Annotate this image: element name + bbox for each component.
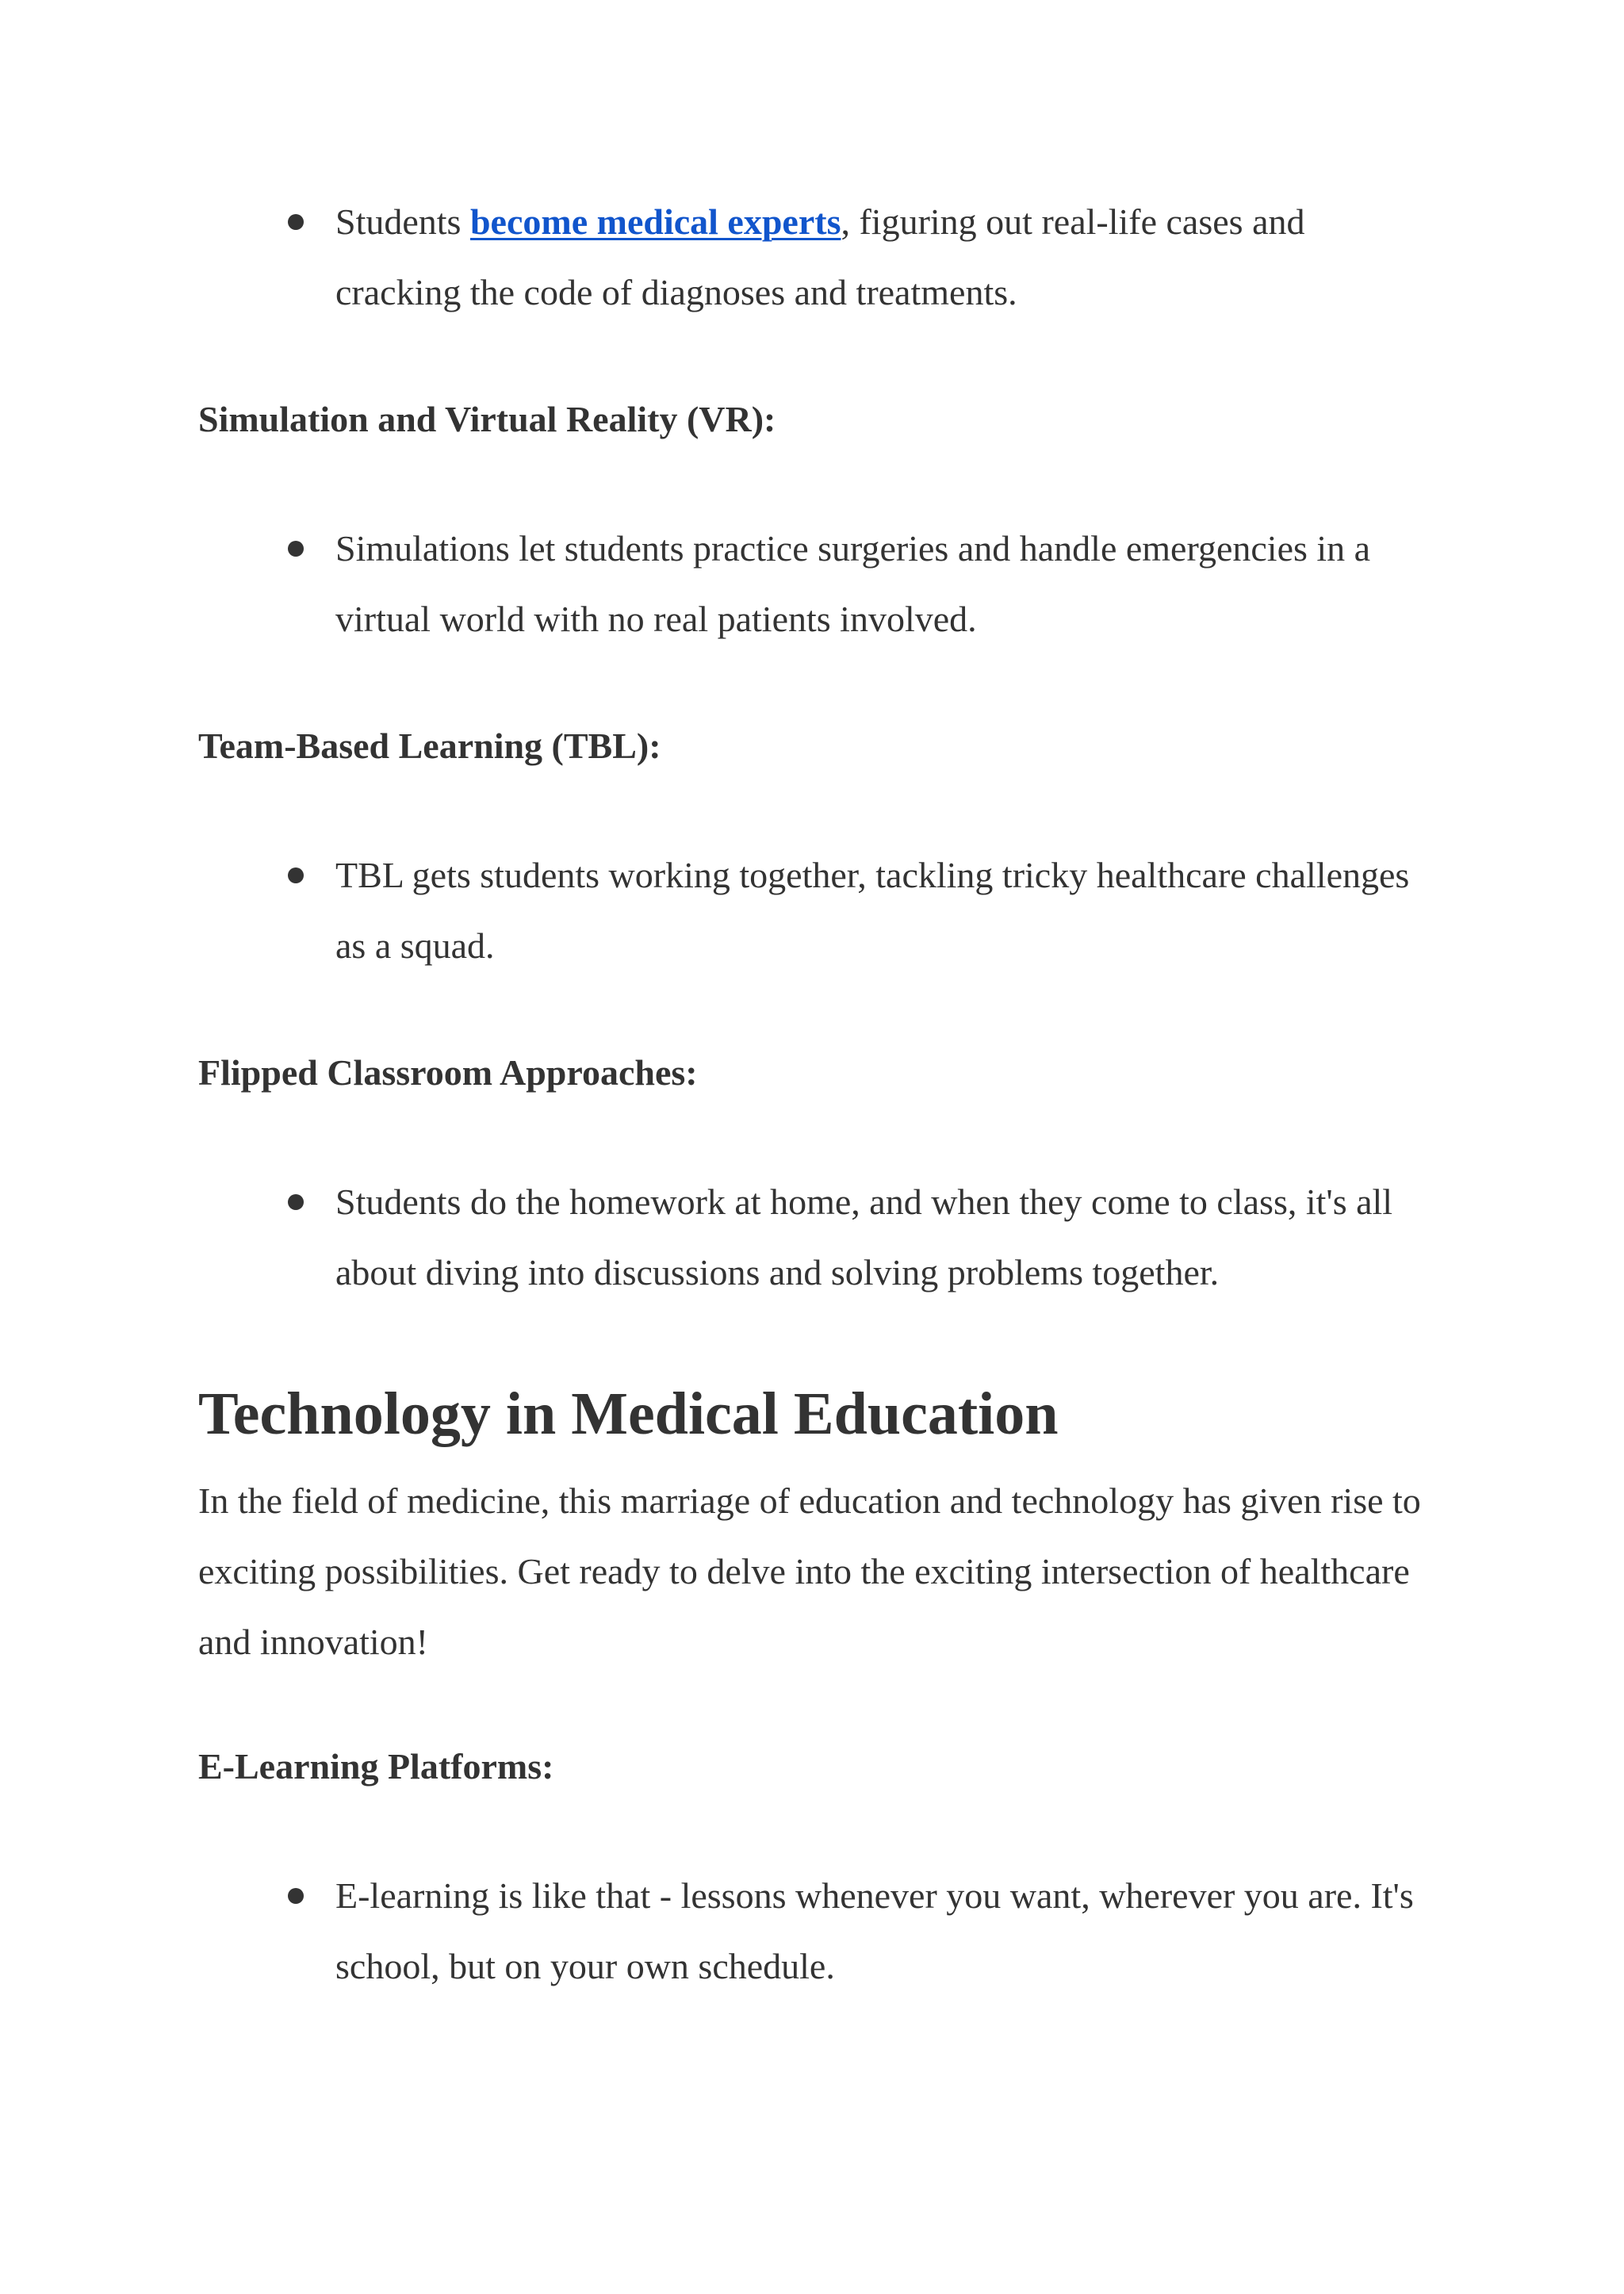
section-heading-elearning: E-Learning Platforms: <box>198 1746 554 1787</box>
section-heading-flipped: Flipped Classroom Approaches: <box>198 1052 698 1093</box>
list-item-text: E-learning is like that - lessons whenever you want, wherever you are. It's school, but on your own schedule. <box>335 1875 1414 1986</box>
section-title-technology: Technology in Medical Education <box>198 1381 1059 1447</box>
list-item-text-prefix: Students <box>335 201 470 242</box>
section-heading-simulation: Simulation and Virtual Reality (VR): <box>198 399 776 439</box>
paragraph-technology: In the field of medicine, this marriage of education and technology has given rise to exciting possibilities. Get ready to delve into the exciting intersection of healthcare and innovation! <box>198 1480 1421 1662</box>
list-item-text: TBL gets students working together, tackling tricky healthcare challenges as a squad. <box>335 855 1410 966</box>
bullet-icon <box>288 1888 304 1904</box>
bullet-icon <box>288 867 304 883</box>
become-medical-experts-link[interactable]: become medical experts <box>469 201 841 242</box>
bullet-icon <box>288 541 304 557</box>
list-item-text: Simulations let students practice surgeries and handle emergencies in a virtual world with no real patients involved. <box>335 528 1371 639</box>
bullet-icon <box>288 1194 304 1210</box>
section-heading-team-based: Team-Based Learning (TBL): <box>198 726 661 766</box>
bullet-icon <box>288 214 304 230</box>
list-item-text <box>335 186 1438 327</box>
list-item-text-suffix: , figuring out real-life cases and cracking the code of diagnoses and treatments. <box>335 201 1305 312</box>
list-item-text: Students do the homework at home, and when they come to class, it's all about diving into discussions and solving problems together. <box>335 1181 1393 1293</box>
